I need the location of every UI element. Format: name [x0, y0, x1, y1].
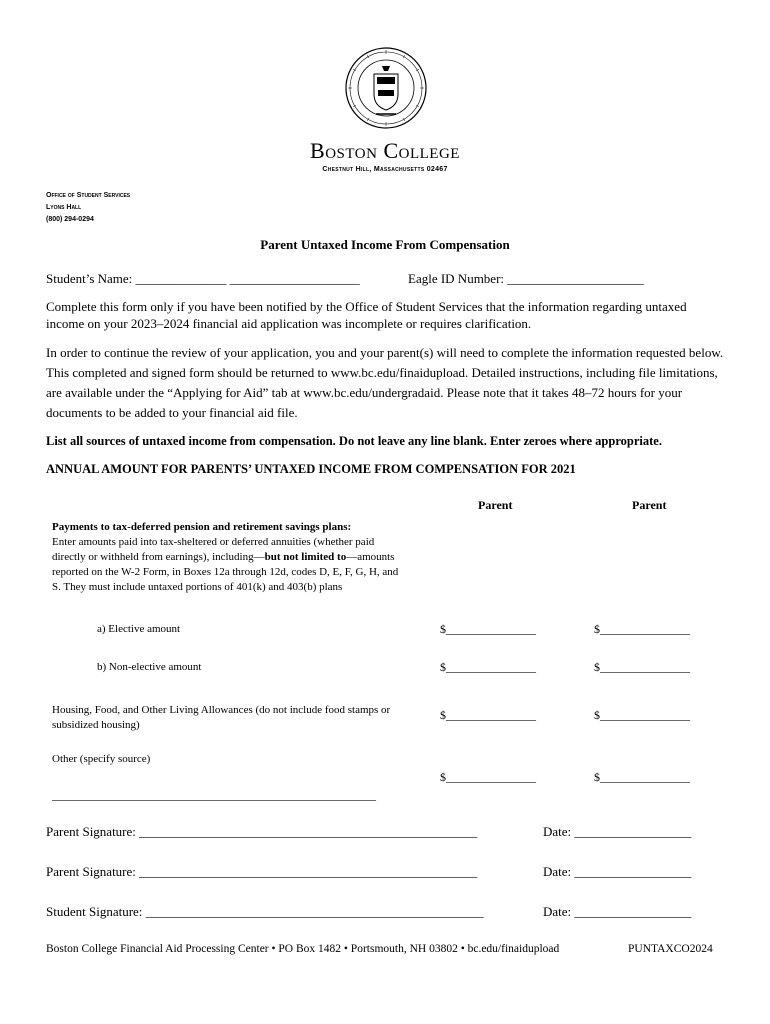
student-signature-date[interactable]: Date: __________________ — [543, 904, 692, 919]
intro-paragraph: Complete this form only if you have been notified by the Office of Student Services that the information regarding untaxed income on your 2023–2024 financial aid application was incomplete or requires clarification. — [46, 299, 687, 331]
nonelective-parent2-input[interactable]: $_______________ — [594, 660, 690, 674]
other-parent1-input[interactable]: $_______________ — [440, 770, 536, 784]
form-title: Parent Untaxed Income From Compensation — [260, 237, 510, 252]
elective-parent2-input[interactable]: $_______________ — [594, 622, 690, 636]
section-heading: ANNUAL AMOUNT FOR PARENTS’ UNTAXED INCOME FROM COMPENSATION FOR 2021 — [46, 462, 576, 476]
student-signature[interactable]: Student Signature: ____________________________________________________ — [46, 904, 484, 919]
column-header-parent-1: Parent — [478, 498, 513, 512]
column-header-parent-2: Parent — [632, 498, 667, 512]
pension-text-after: —amounts reported on the W-2 Form, in Boxes 12a through 12d, codes D, E, F, G, H, and S. They must include untaxed portions of 401(k) and 403(b) plans — [52, 551, 399, 593]
housing-parent2-input[interactable]: $_______________ — [594, 708, 690, 722]
bold-instruction: List all sources of untaxed income from compensation. Do not leave any line blank. Enter zeroes where appropriate. — [46, 434, 662, 448]
office-building: Lyons Hall — [46, 204, 82, 211]
parent-signature-2-date[interactable]: Date: __________________ — [543, 864, 692, 879]
college-name: Boston College — [310, 138, 460, 163]
footer-address: Boston College Financial Aid Processing Center • PO Box 1482 • Portsmouth, NH 03802 • bc.edu/finaidupload — [46, 943, 560, 955]
instructions-paragraph: In order to continue the review of your application, you and your parent(s) will need to complete the information requested below. This completed and signed form should be returned to www.bc.edu/finaidupload. Detailed instructions, including file limitations, are available under the “Applying for Aid” tab at www.bc.edu/undergradaid. Please note that it takes 48–72 hours for your documents to be added to your financial aid file. — [46, 345, 724, 420]
elective-parent1-input[interactable]: $_______________ — [440, 622, 536, 636]
parent-signature-1-date[interactable]: Date: __________________ — [543, 824, 692, 839]
row-other-label: Other (specify source) — [52, 753, 151, 765]
office-block — [46, 190, 130, 226]
student-name-field[interactable]: Student’s Name: ______________ ____________________ — [46, 271, 360, 286]
boston-college-seal-logo — [344, 46, 428, 130]
pension-heading: Payments to tax-deferred pension and retirement savings plans: — [52, 521, 352, 533]
row-elective-label: a) Elective amount — [97, 623, 181, 635]
row-nonelective-label: b) Non-elective amount — [97, 661, 202, 673]
pension-bold-text: but not limited to — [264, 551, 347, 563]
pension-description — [52, 520, 402, 595]
parent-signature-2[interactable]: Parent Signature: ____________________________________________________ — [46, 864, 478, 879]
eagle-id-field[interactable]: Eagle ID Number: _____________________ — [408, 271, 644, 286]
housing-parent1-input[interactable]: $_______________ — [440, 708, 536, 722]
college-address: Chestnut Hill, Massachusetts 02467 — [322, 166, 448, 173]
nonelective-parent1-input[interactable]: $_______________ — [440, 660, 536, 674]
other-source-input[interactable]: ______________________________________________________ — [52, 788, 376, 802]
pension-text-before: Enter amounts paid into tax-sheltered or deferred annuities (whether paid directly or withheld from earnings), including— — [52, 536, 375, 563]
other-parent2-input[interactable]: $_______________ — [594, 770, 690, 784]
footer-form-code: PUNTAXCO2024 — [628, 943, 713, 955]
office-name: Office of Student Services — [46, 192, 131, 199]
row-housing-label: Housing, Food, and Other Living Allowances (do not include food stamps or subsidized housing) — [52, 704, 391, 731]
parent-signature-1[interactable]: Parent Signature: ____________________________________________________ — [46, 824, 478, 839]
office-phone: (800) 294-0294 — [46, 216, 94, 223]
